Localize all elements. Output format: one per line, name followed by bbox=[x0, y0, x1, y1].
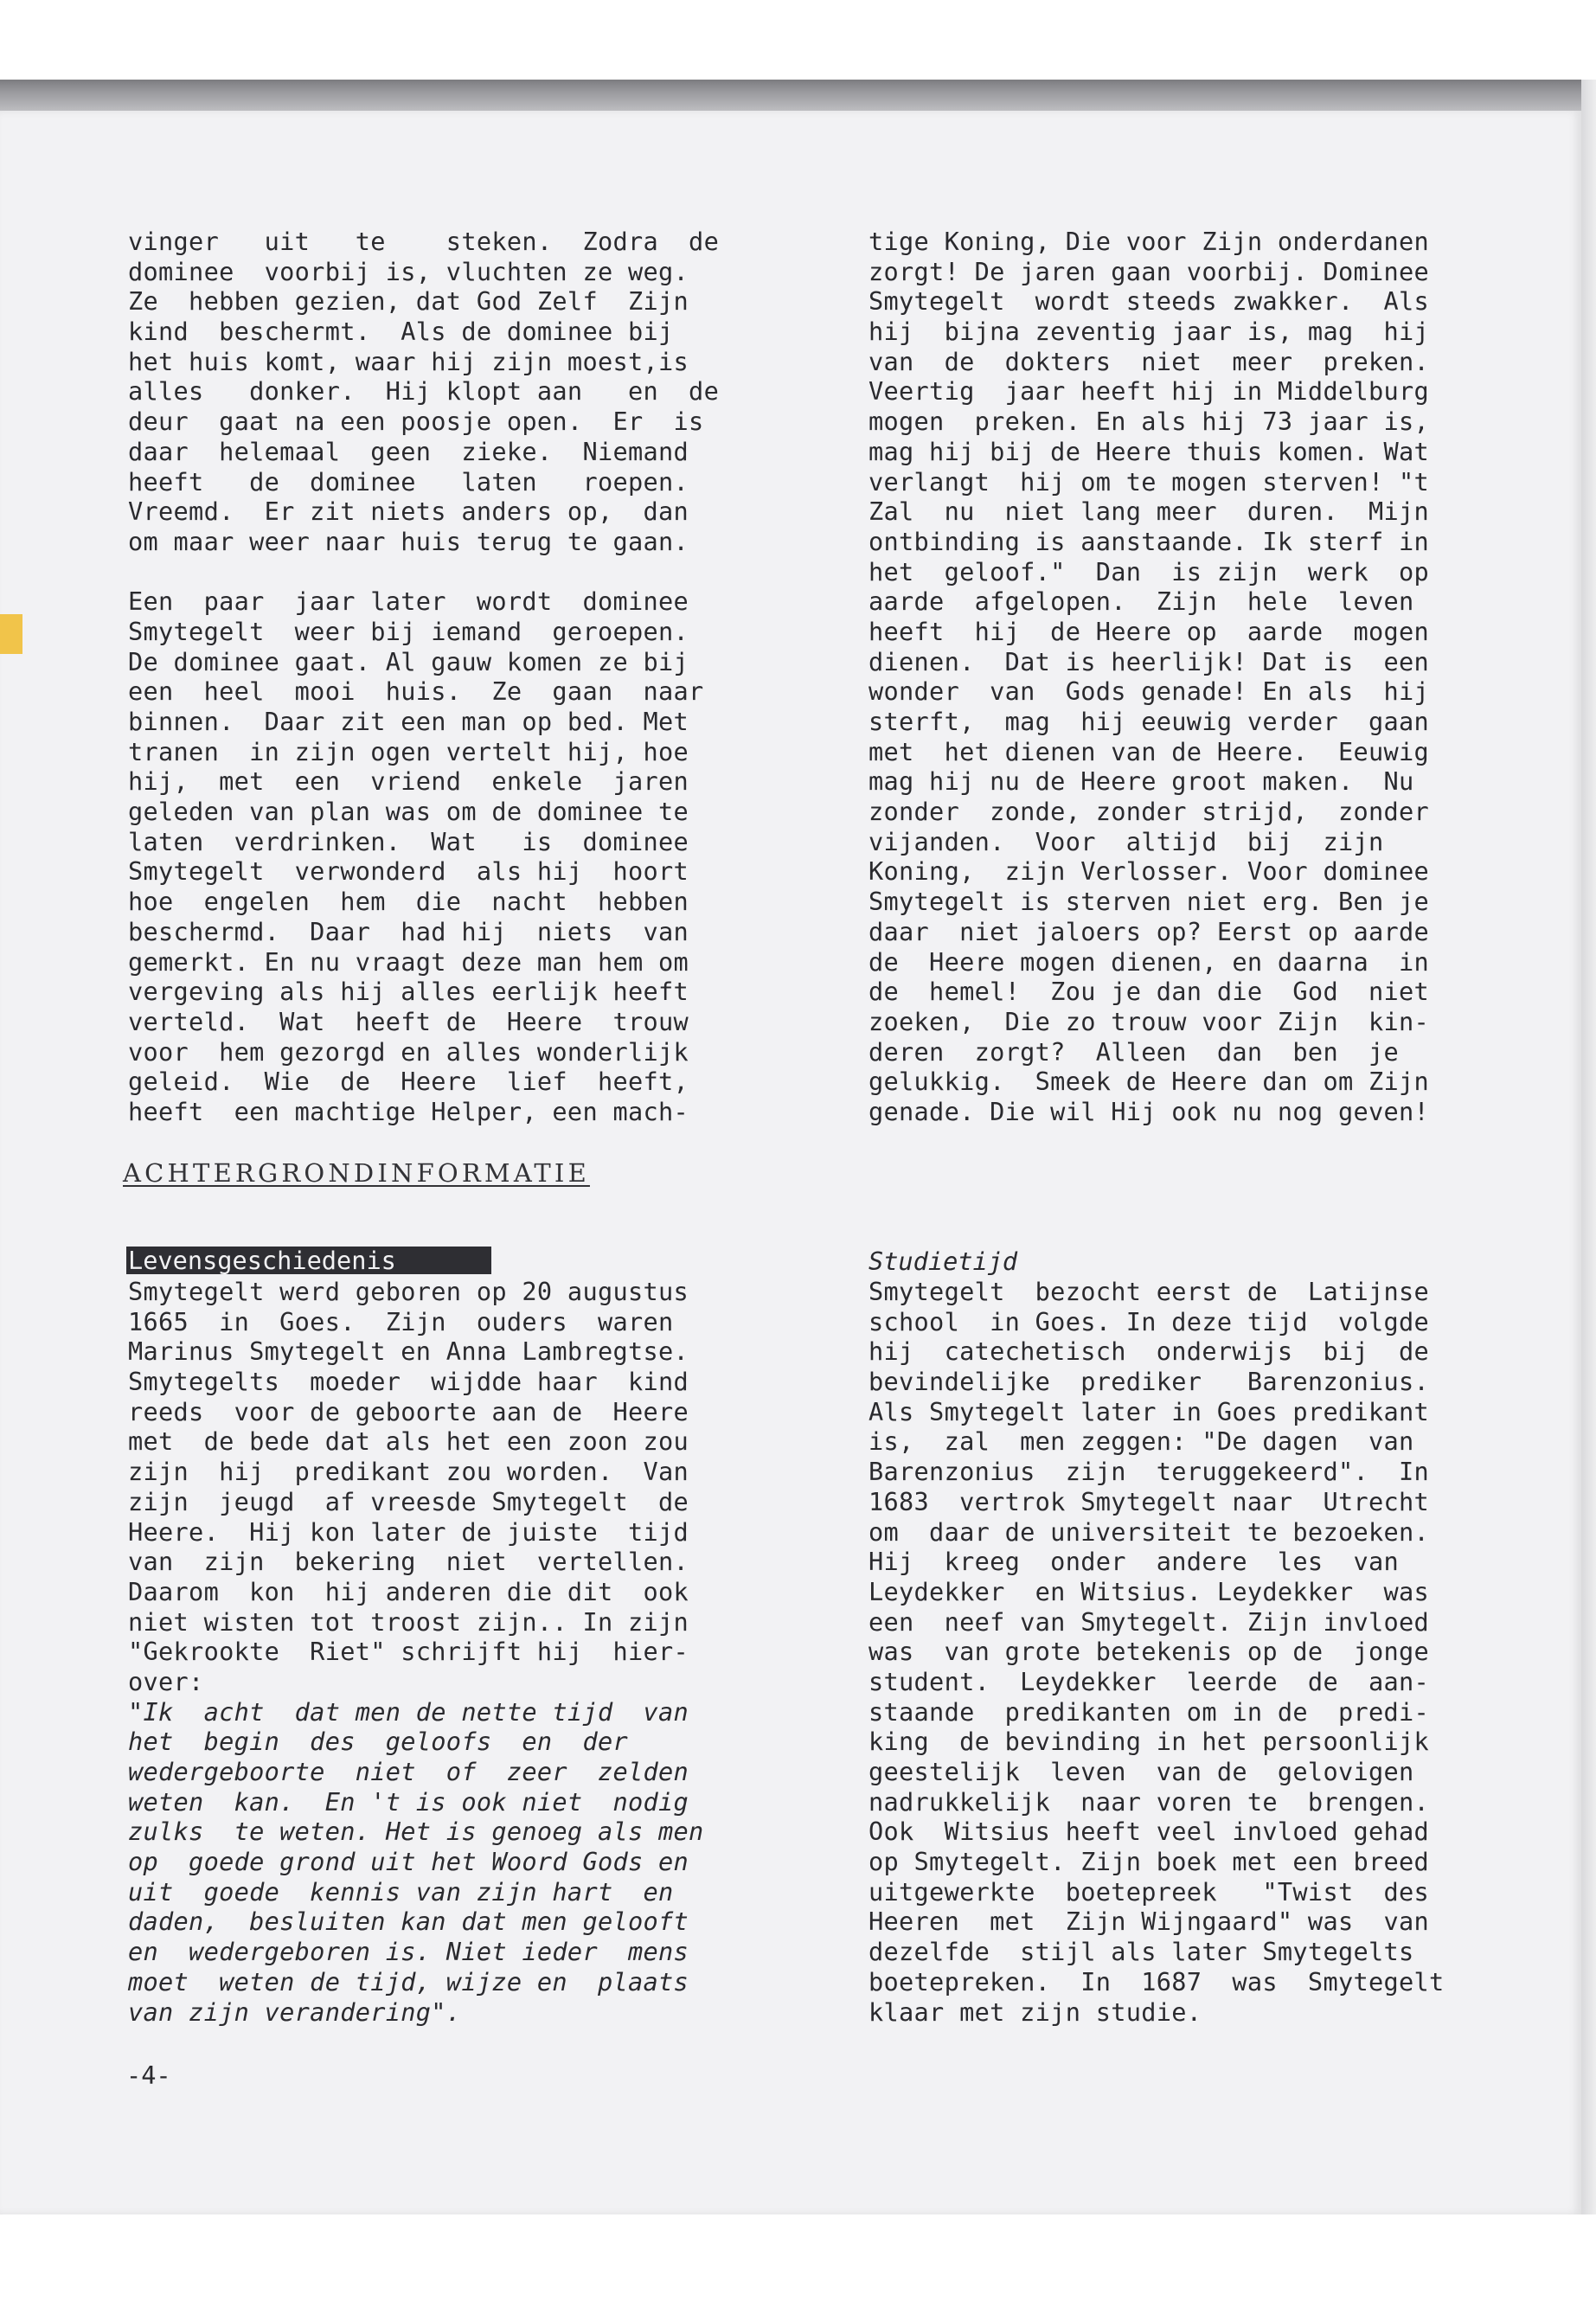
text-line: dominee voorbij is, vluchten ze weg. bbox=[128, 256, 689, 286]
text-line: aarde afgelopen. Zijn hele leven bbox=[869, 586, 1414, 617]
text-line: Een paar jaar later wordt dominee bbox=[128, 586, 689, 617]
text-line: Leydekker en Witsius. Leydekker was bbox=[869, 1576, 1430, 1606]
text-line: Smytegelts moeder wijdde haar kind bbox=[128, 1367, 689, 1397]
text-line: wonder van Gods genade! En als hij bbox=[869, 676, 1430, 707]
section-title: ACHTERGRONDINFORMATIE bbox=[123, 1158, 590, 1188]
text-line: kind beschermt. Als de dominee bij bbox=[128, 317, 674, 347]
text-line: op Smytegelt. Zijn boek met een breed bbox=[869, 1847, 1430, 1877]
text-line: wedergeboorte niet of zeer zelden bbox=[128, 1757, 689, 1786]
text-line: het begin des geloofs en der bbox=[128, 1727, 628, 1757]
text-line: geleid. Wie de Heere lief heeft, bbox=[128, 1067, 689, 1097]
text-line: op goede grond uit het Woord Gods en bbox=[128, 1847, 689, 1877]
text-line: Barenzonius zijn teruggekeerd". In bbox=[869, 1457, 1430, 1487]
text-line: "Ik acht dat men de nette tijd van bbox=[128, 1696, 689, 1727]
text-line: zorgt! De jaren gaan voorbij. Dominee bbox=[869, 256, 1430, 286]
text-line: weten kan. En 't is ook niet nodig bbox=[128, 1786, 689, 1817]
text-line: hij bijna zeventig jaar is, mag hij bbox=[869, 317, 1430, 347]
text-line: niet wisten tot troost zijn.. In zijn bbox=[128, 1606, 689, 1637]
text-line: moet weten de tijd, wijze en plaats bbox=[128, 1966, 689, 1997]
binding-tab-marker bbox=[0, 614, 22, 654]
text-line: De dominee gaat. Al gauw komen ze bij bbox=[128, 646, 689, 676]
text-line: gemerkt. En nu vraagt deze man hem om bbox=[128, 946, 689, 977]
text-line: deren zorgt? Alleen dan ben je bbox=[869, 1036, 1400, 1067]
text-line: genade. Die wil Hij ook nu nog geven! bbox=[869, 1096, 1430, 1126]
text-line: Smytegelt is sterven niet erg. Ben je bbox=[869, 887, 1430, 917]
story-column-left bbox=[128, 227, 798, 1127]
text-line: met de bede dat als het een zoon zou bbox=[128, 1426, 689, 1457]
text-line: Daarom kon hij anderen die dit ook bbox=[128, 1576, 689, 1606]
text-line: van zijn verandering". bbox=[128, 1997, 462, 2027]
text-line: 1665 in Goes. Zijn ouders waren bbox=[128, 1306, 674, 1336]
text-line: daar helemaal geen zieke. Niemand bbox=[128, 436, 689, 466]
text-line: van zijn bekering niet vertellen. bbox=[128, 1547, 689, 1577]
text-line: "Gekrookte Riet" schrijft hij hier- bbox=[128, 1637, 689, 1667]
text-line: mag hij bij de Heere thuis komen. Wat bbox=[869, 436, 1430, 466]
text-line: 1683 vertrok Smytegelt naar Utrecht bbox=[869, 1486, 1430, 1516]
text-line: het huis komt, waar hij zijn moest,is bbox=[128, 346, 689, 376]
text-line: sterft, mag hij eeuwig verder gaan bbox=[869, 707, 1430, 736]
text-line: uitgewerkte boetepreek "Twist des bbox=[869, 1876, 1430, 1907]
text-line: ontbinding is aanstaande. Ik sterf in bbox=[869, 526, 1430, 556]
story-column-right bbox=[869, 227, 1539, 1127]
text-line: uit goede kennis van zijn hart en bbox=[128, 1876, 674, 1907]
text-line: king de bevinding in het persoonlijk bbox=[869, 1727, 1430, 1757]
text-line: Ook Witsius heeft veel invloed gehad bbox=[869, 1817, 1430, 1847]
text-line: heeft hij de Heere op aarde mogen bbox=[869, 616, 1430, 646]
text-line: hoe engelen hem die nacht hebben bbox=[128, 887, 689, 917]
text-line: alles donker. Hij klopt aan en de bbox=[128, 376, 720, 407]
studietijd-heading: Studietijd bbox=[869, 1247, 1018, 1276]
text-line: nadrukkelijk naar voren te brengen. bbox=[869, 1786, 1430, 1817]
text-line: hij catechetisch onderwijs bij de bbox=[869, 1336, 1430, 1367]
text-line: daar niet jaloers op? Eerst op aarde bbox=[869, 916, 1430, 946]
text-line: zonder zonde, zonder strijd, zonder bbox=[869, 797, 1430, 827]
scan-top-edge bbox=[0, 80, 1596, 111]
text-line: vinger uit te steken. Zodra de bbox=[128, 227, 720, 256]
text-line bbox=[128, 557, 798, 587]
text-line: Heere. Hij kon later de juiste tijd bbox=[128, 1516, 689, 1547]
page-number: -4- bbox=[126, 2061, 171, 2090]
text-line: verteld. Wat heeft de Heere trouw bbox=[128, 1006, 689, 1036]
text-line: Veertig jaar heeft hij in Middelburg bbox=[869, 376, 1430, 407]
text-line: heeft de dominee laten roepen. bbox=[128, 466, 689, 497]
text-line: de hemel! Zou je dan die God niet bbox=[869, 977, 1430, 1007]
text-line: vijanden. Voor altijd bij zijn bbox=[869, 826, 1384, 856]
text-line: mag hij nu de Heere groot maken. Nu bbox=[869, 766, 1414, 797]
text-line: Vreemd. Er zit niets anders op, dan bbox=[128, 497, 689, 527]
text-line: Smytegelt weer bij iemand geroepen. bbox=[128, 616, 689, 646]
text-line: hij, met een vriend enkele jaren bbox=[128, 766, 689, 797]
text-line: Marinus Smytegelt en Anna Lambregtse. bbox=[128, 1336, 689, 1367]
text-line: van de dokters niet meer preken. bbox=[869, 346, 1430, 376]
text-line: Smytegelt bezocht eerst de Latijnse bbox=[869, 1277, 1430, 1306]
text-line: was van grote betekenis op de jonge bbox=[869, 1637, 1430, 1667]
text-line: Smytegelt wordt steeds zwakker. Als bbox=[869, 286, 1430, 317]
text-line: Ze hebben gezien, dat God Zelf Zijn bbox=[128, 286, 689, 317]
text-line: gelukkig. Smeek de Heere dan om Zijn bbox=[869, 1067, 1430, 1097]
text-line: vergeving als hij alles eerlijk heeft bbox=[128, 977, 689, 1007]
text-line: over: bbox=[128, 1666, 204, 1696]
levensgeschiedenis-heading: Levensgeschiedenis bbox=[126, 1247, 491, 1274]
text-line: Heeren met Zijn Wijngaard" was van bbox=[869, 1907, 1430, 1937]
text-line: Zal nu niet lang meer duren. Mijn bbox=[869, 497, 1430, 527]
text-line: Als Smytegelt later in Goes predikant bbox=[869, 1396, 1430, 1426]
text-line: zulks te weten. Het is genoeg als men bbox=[128, 1817, 704, 1847]
text-line: met het dienen van de Heere. Eeuwig bbox=[869, 736, 1430, 766]
text-line: klaar met zijn studie. bbox=[869, 1997, 1202, 2027]
text-line: bevindelijke prediker Barenzonius. bbox=[869, 1367, 1430, 1397]
text-line: de Heere mogen dienen, en daarna in bbox=[869, 946, 1430, 977]
text-line: heeft een machtige Helper, een mach- bbox=[128, 1096, 689, 1126]
text-line: deur gaat na een poosje open. Er is bbox=[128, 407, 704, 437]
text-line: laten verdrinken. Wat is dominee bbox=[128, 826, 689, 856]
text-line: Smytegelt verwonderd als hij hoort bbox=[128, 856, 689, 887]
text-line: zijn hij predikant zou worden. Van bbox=[128, 1457, 689, 1487]
text-line: om daar de universiteit te bezoeken. bbox=[869, 1516, 1430, 1547]
text-line: dezelfde stijl als later Smytegelts bbox=[869, 1937, 1414, 1967]
text-line: boetepreken. In 1687 was Smytegelt bbox=[869, 1966, 1445, 1997]
text-line: binnen. Daar zit een man op bed. Met bbox=[128, 707, 689, 736]
text-line: verlangt hij om te mogen sterven! "t bbox=[869, 466, 1430, 497]
text-line: geestelijk leven van de gelovigen bbox=[869, 1757, 1414, 1786]
text-line: daden, besluiten kan dat men gelooft bbox=[128, 1907, 689, 1937]
text-line: is, zal men zeggen: "De dagen van bbox=[869, 1426, 1414, 1457]
levensgeschiedenis-column bbox=[128, 1277, 798, 2027]
text-line: Koning, zijn Verlosser. Voor dominee bbox=[869, 856, 1430, 887]
text-line: staande predikanten om in de predi- bbox=[869, 1696, 1430, 1727]
text-line: en wedergeboren is. Niet ieder mens bbox=[128, 1937, 689, 1967]
text-line: een heel mooi huis. Ze gaan naar bbox=[128, 676, 704, 707]
text-line: tranen in zijn ogen vertelt hij, hoe bbox=[128, 736, 689, 766]
text-line: beschermd. Daar had hij niets van bbox=[128, 916, 689, 946]
text-line: Smytegelt werd geboren op 20 augustus bbox=[128, 1277, 689, 1306]
text-line: een neef van Smytegelt. Zijn invloed bbox=[869, 1606, 1430, 1637]
text-line: tige Koning, Die voor Zijn onderdanen bbox=[869, 227, 1430, 256]
text-line: school in Goes. In deze tijd volgde bbox=[869, 1306, 1430, 1336]
text-line: het geloof." Dan is zijn werk op bbox=[869, 556, 1430, 586]
text-line: zijn jeugd af vreesde Smytegelt de bbox=[128, 1486, 689, 1516]
text-line: dienen. Dat is heerlijk! Dat is een bbox=[869, 646, 1430, 676]
text-line: voor hem gezorgd en alles wonderlijk bbox=[128, 1036, 689, 1067]
text-line: student. Leydekker leerde de aan- bbox=[869, 1666, 1430, 1696]
text-line: Hij kreeg onder andere les van bbox=[869, 1547, 1400, 1577]
text-line: reeds voor de geboorte aan de Heere bbox=[128, 1396, 689, 1426]
text-line: om maar weer naar huis terug te gaan. bbox=[128, 526, 689, 556]
scan-right-edge bbox=[1581, 80, 1596, 2214]
text-line: mogen preken. En als hij 73 jaar is, bbox=[869, 407, 1430, 437]
studietijd-column bbox=[869, 1277, 1539, 2027]
text-line: geleden van plan was om de dominee te bbox=[128, 797, 689, 827]
text-line: zoeken, Die zo trouw voor Zijn kin- bbox=[869, 1006, 1430, 1036]
